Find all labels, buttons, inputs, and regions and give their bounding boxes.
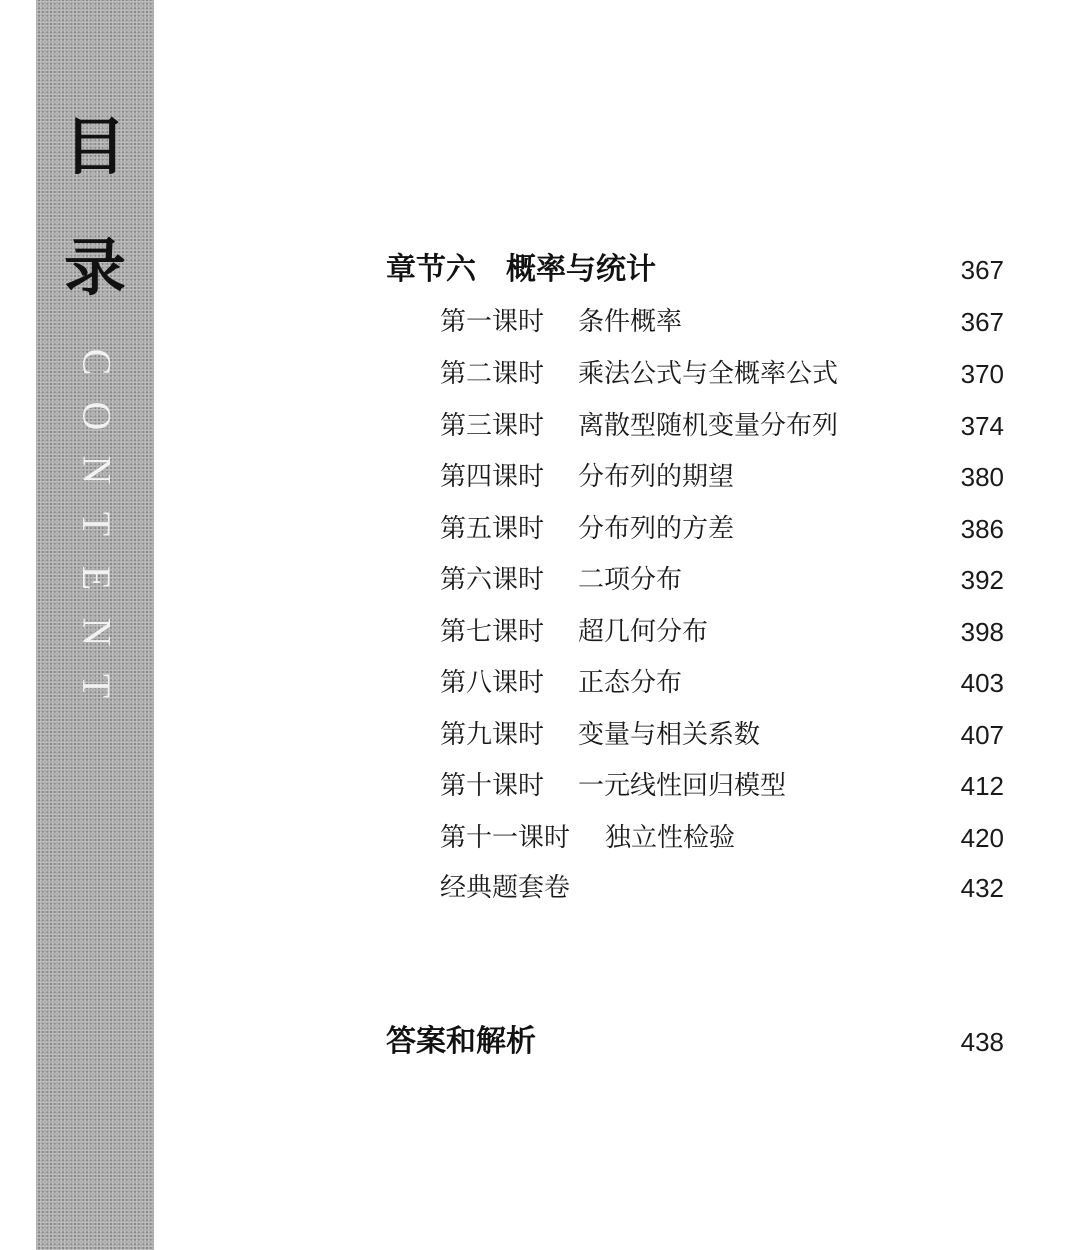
sidebar-letter: N	[73, 455, 119, 485]
lesson-page-number: 407	[960, 720, 1004, 750]
lesson-page-number: 380	[960, 462, 1004, 492]
lesson-title: 独立性检验	[605, 823, 736, 853]
lesson-label: 第六课时	[440, 565, 545, 595]
lesson-label: 第十课时	[440, 771, 545, 801]
sidebar-letter: E	[74, 565, 119, 591]
chapter-row[interactable]	[0, 250, 1080, 290]
lesson-page-number: 420	[960, 823, 1004, 853]
toc-entry[interactable]	[0, 818, 1080, 858]
lesson-label: 第二课时	[440, 359, 545, 389]
lesson-title: 二项分布	[578, 565, 683, 595]
lesson-label: 第三课时	[440, 411, 545, 441]
lesson-title: 分布列的方差	[578, 514, 735, 544]
lesson-label: 第七课时	[440, 617, 545, 647]
sidebar-letter: N	[73, 617, 119, 647]
toc-entry[interactable]	[0, 302, 1080, 342]
lesson-page-number: 386	[960, 514, 1004, 544]
lesson-title: 一元线性回归模型	[578, 771, 787, 801]
sidebar-letter: T	[74, 673, 119, 699]
toc-entry[interactable]	[0, 406, 1080, 446]
lesson-label: 第十一课时	[440, 823, 571, 853]
lesson-page-number: 367	[960, 307, 1004, 337]
toc-entry[interactable]	[0, 868, 1080, 908]
lesson-label: 第九课时	[440, 720, 545, 750]
answers-title: 答案和解析	[386, 1024, 536, 1059]
lesson-page-number: 370	[960, 359, 1004, 389]
toc-entry[interactable]	[0, 560, 1080, 600]
toc-entry[interactable]	[0, 612, 1080, 652]
chapter-title: 章节六 概率与统计	[386, 252, 656, 287]
toc-entry[interactable]	[0, 509, 1080, 549]
sidebar-letter: O	[73, 401, 119, 431]
lesson-page-number: 392	[960, 565, 1004, 595]
lesson-page-number: 374	[960, 411, 1004, 441]
lesson-title: 离散型随机变量分布列	[578, 411, 839, 441]
lesson-label: 第五课时	[440, 514, 545, 544]
answers-row[interactable]	[0, 1022, 1080, 1062]
lesson-page-number: 432	[960, 873, 1004, 903]
toc-entry[interactable]	[0, 354, 1080, 394]
sidebar-letter: T	[74, 511, 119, 537]
lesson-title: 分布列的期望	[578, 462, 735, 492]
lesson-title: 条件概率	[578, 307, 683, 337]
sidebar-letter: C	[74, 348, 119, 376]
sidebar-title-mu: 目	[63, 110, 126, 183]
lesson-title: 正态分布	[578, 668, 683, 698]
lesson-label: 第一课时	[440, 307, 545, 337]
lesson-page-number: 403	[960, 668, 1004, 698]
lesson-label: 第八课时	[440, 668, 545, 698]
lesson-label: 第四课时	[440, 462, 545, 492]
lesson-title: 超几何分布	[578, 617, 709, 647]
sidebar-title-lu: 录	[63, 231, 126, 304]
lesson-page-number: 412	[960, 771, 1004, 801]
lesson-page-number: 398	[960, 617, 1004, 647]
toc-entry[interactable]	[0, 457, 1080, 497]
toc-entry[interactable]	[0, 663, 1080, 703]
toc-entry[interactable]	[0, 766, 1080, 806]
chapter-page-number: 367	[960, 255, 1004, 285]
lesson-label: 经典题套卷	[440, 873, 571, 903]
answers-page-number: 438	[960, 1027, 1004, 1057]
toc-entry[interactable]	[0, 715, 1080, 755]
lesson-title: 乘法公式与全概率公式	[578, 359, 839, 389]
lesson-title: 变量与相关系数	[578, 720, 761, 750]
